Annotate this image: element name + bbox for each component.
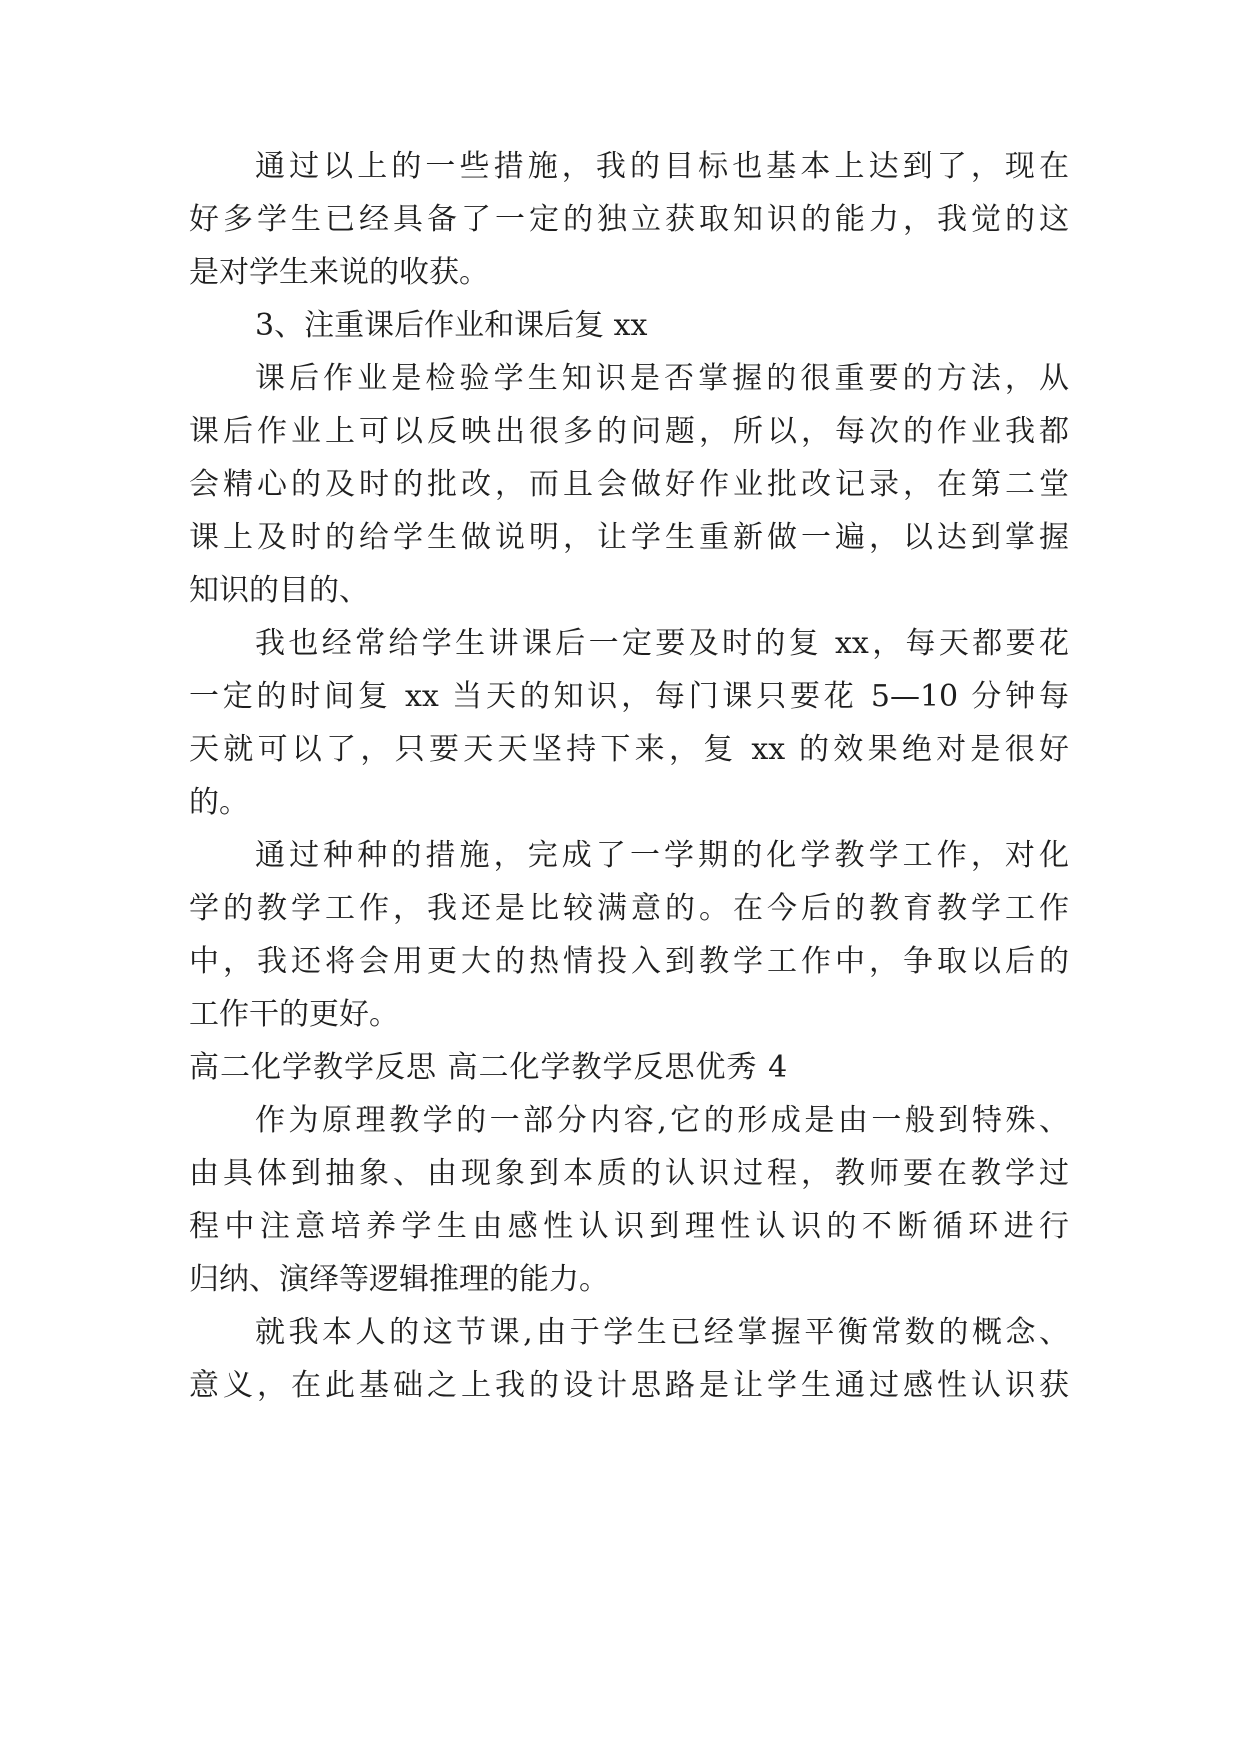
paragraph-2-line-1: 课后作业是检验学生知识是否掌握的很重要的方法，从 <box>255 361 1069 396</box>
paragraph-1-line-1: 通过以上的一些措施，我的目标也基本上达到了，现在 <box>255 149 1069 184</box>
paragraph-2-line-3: 会精心的及时的批改，而且会做好作业批改记录，在第二堂 <box>189 467 1069 502</box>
paragraph-3-line-2: 一定的时间复 xx 当天的知识，每门课只要花 5—10 分钟每 <box>189 679 1069 714</box>
paragraph-4-line-4: 工作干的更好。 <box>189 997 399 1032</box>
paragraph-4-line-3: 中，我还将会用更大的热情投入到教学工作中，争取以后的 <box>189 944 1069 979</box>
paragraph-6-line-2: 意义，在此基础之上我的设计思路是让学生通过感性认识获 <box>189 1368 1069 1403</box>
paragraph-5-line-2: 由具体到抽象、由现象到本质的认识过程，教师要在教学过 <box>189 1156 1069 1191</box>
paragraph-5-line-3: 程中注意培养学生由感性认识到理性认识的不断循环进行 <box>189 1209 1069 1244</box>
section-title: 高二化学教学反思 高二化学教学反思优秀 4 <box>189 1050 789 1085</box>
paragraph-2-line-2: 课后作业上可以反映出很多的问题，所以，每次的作业我都 <box>189 414 1069 449</box>
paragraph-2-line-5: 知识的目的、 <box>189 573 369 608</box>
paragraph-5-line-4: 归纳、演绎等逻辑推理的能力。 <box>189 1262 609 1297</box>
paragraph-3-line-3: 天就可以了，只要天天坚持下来，复 xx 的效果绝对是很好 <box>189 732 1069 767</box>
paragraph-5-line-1: 作为原理教学的一部分内容,它的形成是由一般到特殊、 <box>255 1103 1069 1138</box>
section-heading-3: 3、注重课后作业和课后复 xx <box>255 308 648 343</box>
paragraph-6-line-1: 就我本人的这节课,由于学生已经掌握平衡常数的概念、 <box>255 1315 1069 1350</box>
paragraph-1-line-3: 是对学生来说的收获。 <box>189 255 489 290</box>
paragraph-1-line-2: 好多学生已经具备了一定的独立获取知识的能力，我觉的这 <box>189 202 1069 237</box>
paragraph-3-line-1: 我也经常给学生讲课后一定要及时的复 xx，每天都要花 <box>255 626 1069 661</box>
paragraph-3-line-4: 的。 <box>189 785 249 820</box>
paragraph-4-line-1: 通过种种的措施，完成了一学期的化学教学工作，对化 <box>255 838 1069 873</box>
paragraph-2-line-4: 课上及时的给学生做说明，让学生重新做一遍，以达到掌握 <box>189 520 1069 555</box>
paragraph-4-line-2: 学的教学工作，我还是比较满意的。在今后的教育教学工作 <box>189 891 1069 926</box>
